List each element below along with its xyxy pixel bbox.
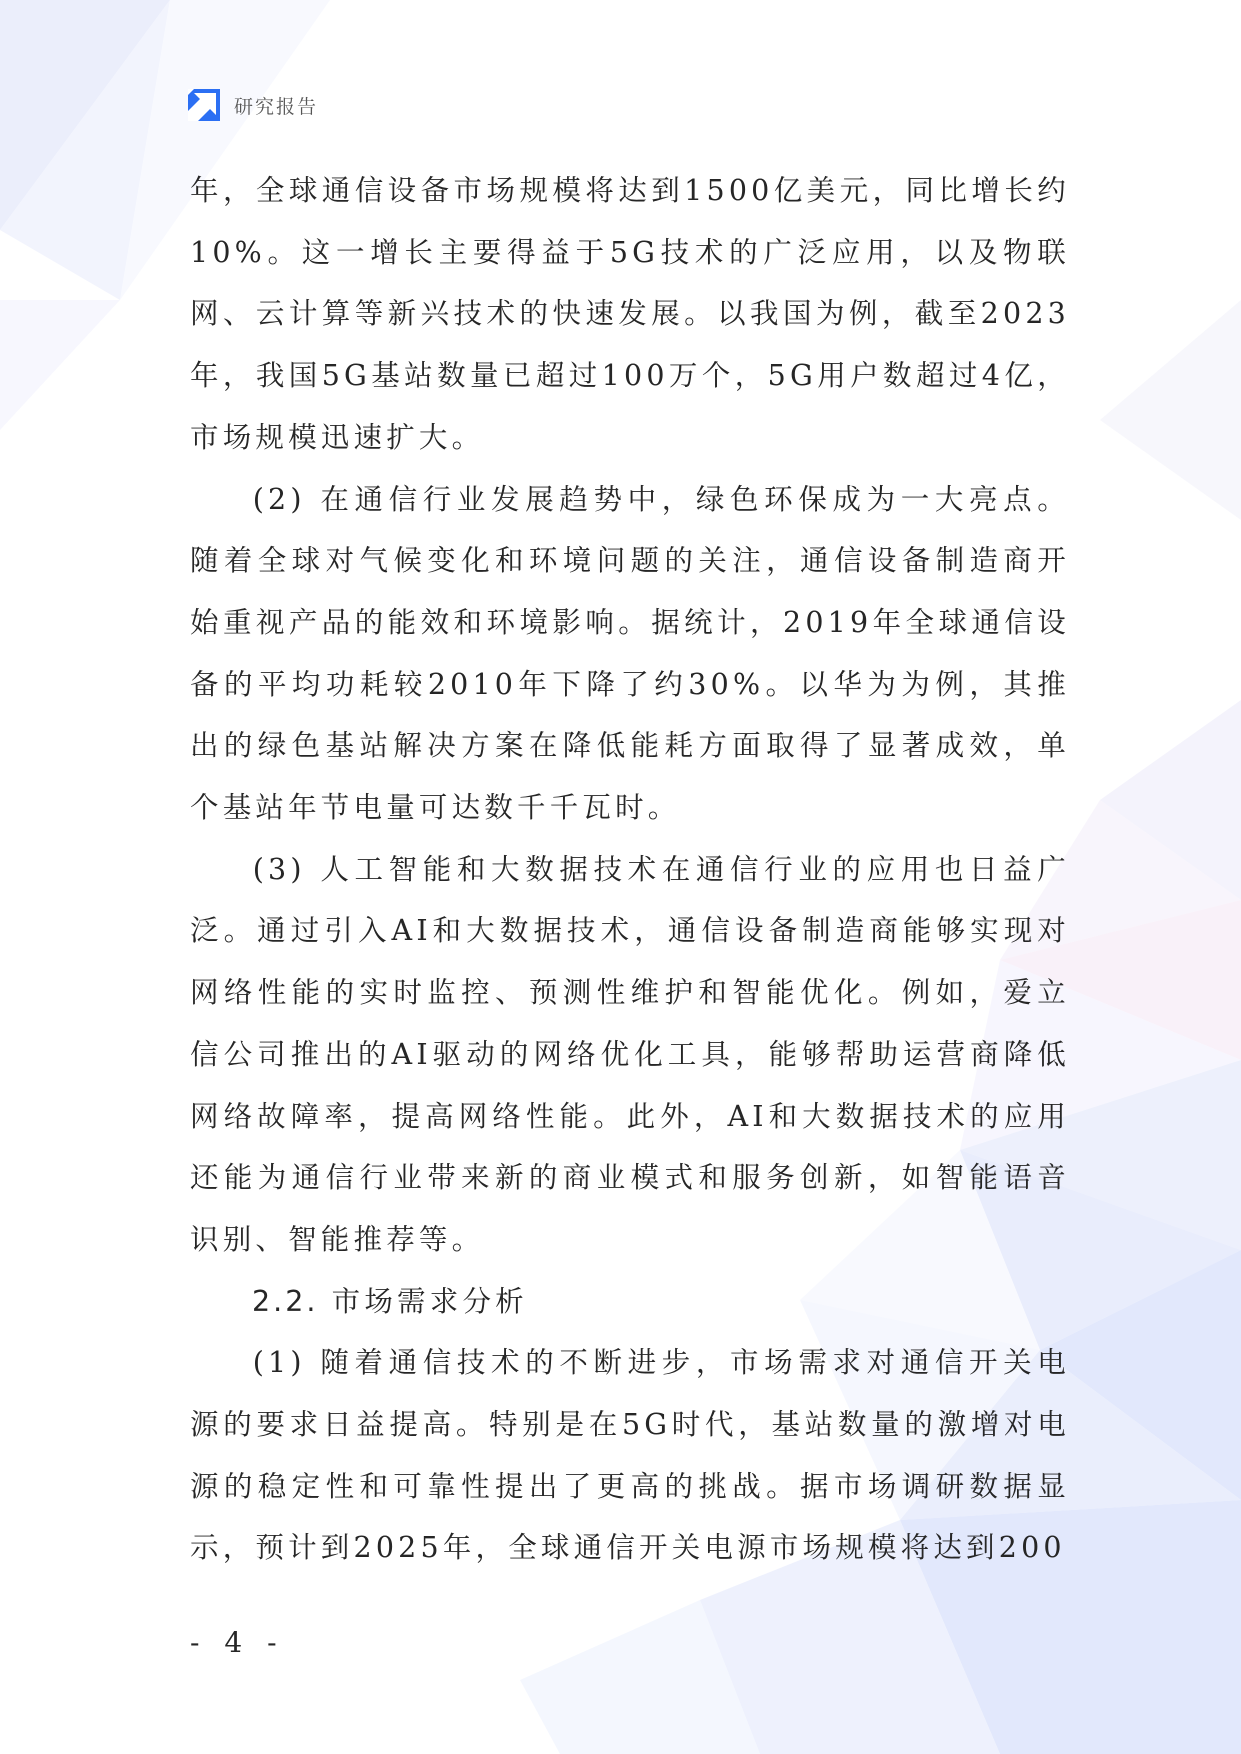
report-header [188, 88, 318, 122]
section-heading [190, 1271, 1070, 1333]
section-number: 2.2. [252, 1284, 319, 1318]
header-title: 研究报告 [234, 95, 319, 118]
section-title: 市场需求分析 [331, 1284, 528, 1318]
body-paragraph: 年，全球通信设备市场规模将达到1500亿美元，同比增长约10%。这一增长主要得益于5G技术的广泛应用，以及物联网、云计算等新兴技术的快速发展。以我国为例，截至2023年，我国5G基站数量已超过100万个，5G用户数超过4亿，市场规模迅速扩大。 [190, 174, 1070, 454]
arrow-up-right-logo-icon [188, 89, 220, 121]
body-paragraph: (1) 随着通信技术的不断进步，市场需求对通信开关电源的要求日益提高。特别是在5G时代，基站数量的激增对电源的稳定性和可靠性提出了更高的挑战。据市场调研数据显示，预计到2025年，全球通信开关电源市场规模将达到200 [190, 1346, 1070, 1565]
body-paragraph: (2) 在通信行业发展趋势中，绿色环保成为一大亮点。随着全球对气候变化和环境问题的关注，通信设备制造商开始重视产品的能效和环境影响。据统计，2019年全球通信设备的平均功耗较2010年下降了约30%。以华为为例，其推出的绿色基站解决方案在降低能耗方面取得了显著成效，单个基站年节电量可达数千千瓦时。 [190, 482, 1070, 825]
body-paragraph: (3) 人工智能和大数据技术在通信行业的应用也日益广泛。通过引入AI和大数据技术，通信设备制造商能够实现对网络性能的实时监控、预测性维护和智能优化。例如，爱立信公司推出的AI驱动的网络优化工具，能够帮助运营商降低网络故障率，提高网络性能。此外，AI和大数据技术的应用还能为通信行业带来新的商业模式和服务创新，如智能语音识别、智能推荐等。 [190, 852, 1070, 1256]
page-number: - 4 - [190, 1626, 285, 1659]
document-body [190, 160, 1070, 1579]
